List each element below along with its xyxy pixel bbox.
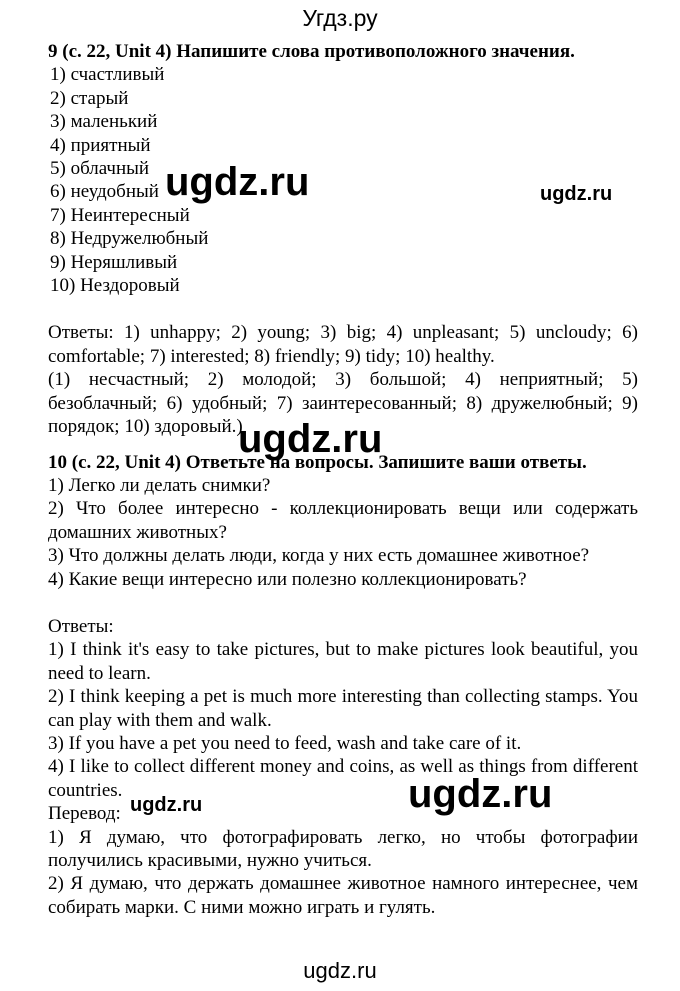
task10-heading: 10 (с. 22, Unit 4) Ответьте на вопросы. Запишите ваши ответы. xyxy=(48,451,587,473)
task9-item: 4) приятный xyxy=(50,134,151,156)
task9-item: 2) старый xyxy=(50,87,129,109)
task10-question: 1) Легко ли делать снимки? xyxy=(48,474,271,496)
task10-translation-label: Перевод: xyxy=(48,803,121,825)
task9-translation: (1) несчастный; 2) молодой; 3) большой; 4) неприятный; 5) безоблачный; 6) удобный; 7) заинтересованный; 8) дружелюбный; 9) порядок; 10) здоровый.) xyxy=(48,369,638,438)
task10-question: 3) Что должны делать люди, когда у них есть домашнее животное? xyxy=(48,545,590,567)
task9-item: 9) Неряшливый xyxy=(50,251,178,273)
task10-question: 4) Какие вещи интересно или полезно коллекционировать? xyxy=(48,568,527,590)
task10-answer: 3) If you have a pet you need to feed, wash and take care of it. xyxy=(48,732,522,754)
watermark: ugdz.ru xyxy=(165,160,310,204)
task9-item: 1) счастливый xyxy=(50,64,165,86)
task9-item: 8) Недружелюбный xyxy=(50,228,209,250)
task9-item: 10) Нездоровый xyxy=(50,275,180,297)
task10-answer: 2) I think keeping a pet is much more interesting than collecting stamps. You can play with them and walk. xyxy=(48,686,638,731)
footer-watermark: ugdz.ru xyxy=(303,958,377,983)
watermark: ugdz.ru xyxy=(130,794,203,816)
task9-item: 7) Неинтересный xyxy=(50,204,190,226)
task9-heading: 9 (с. 22, Unit 4) Напишите слова противоположного значения. xyxy=(48,41,575,62)
task9-answers: Ответы: 1) unhappy; 2) young; 3) big; 4) unpleasant; 5) uncloudy; 6) comfortable; 7) interested; 8) friendly; 9) tidy; 10) healthy. xyxy=(48,322,638,367)
task10-question: 2) Что более интересно - коллекционировать вещи или содержать домашних животных? xyxy=(48,498,638,543)
task9-item: 3) маленький xyxy=(50,111,158,133)
watermark: ugdz.ru xyxy=(408,772,553,816)
task10-answer: 1) I think it's easy to take pictures, but to make pictures look beautiful, you need to learn. xyxy=(48,639,638,684)
task9-item: 5) облачный xyxy=(50,158,150,180)
site-title: Угдз.ру xyxy=(302,5,378,31)
task10-translation: 1) Я думаю, что фотографировать легко, но чтобы фотографии получились красивыми, нужно учиться. xyxy=(48,826,638,871)
task9-item: 6) неудобный xyxy=(50,181,159,203)
watermark: ugdz.ru xyxy=(238,417,383,461)
watermark: ugdz.ru xyxy=(540,183,613,205)
task10-translation: 2) Я думаю, что держать домашнее животное намного интереснее, чем собирать марки. С ними можно играть и гулять. xyxy=(48,873,638,918)
task10-answer: 4) I like to collect different money and coins, as well as things from different countries. xyxy=(48,756,638,801)
task10-answers-label: Ответы: xyxy=(48,615,114,637)
